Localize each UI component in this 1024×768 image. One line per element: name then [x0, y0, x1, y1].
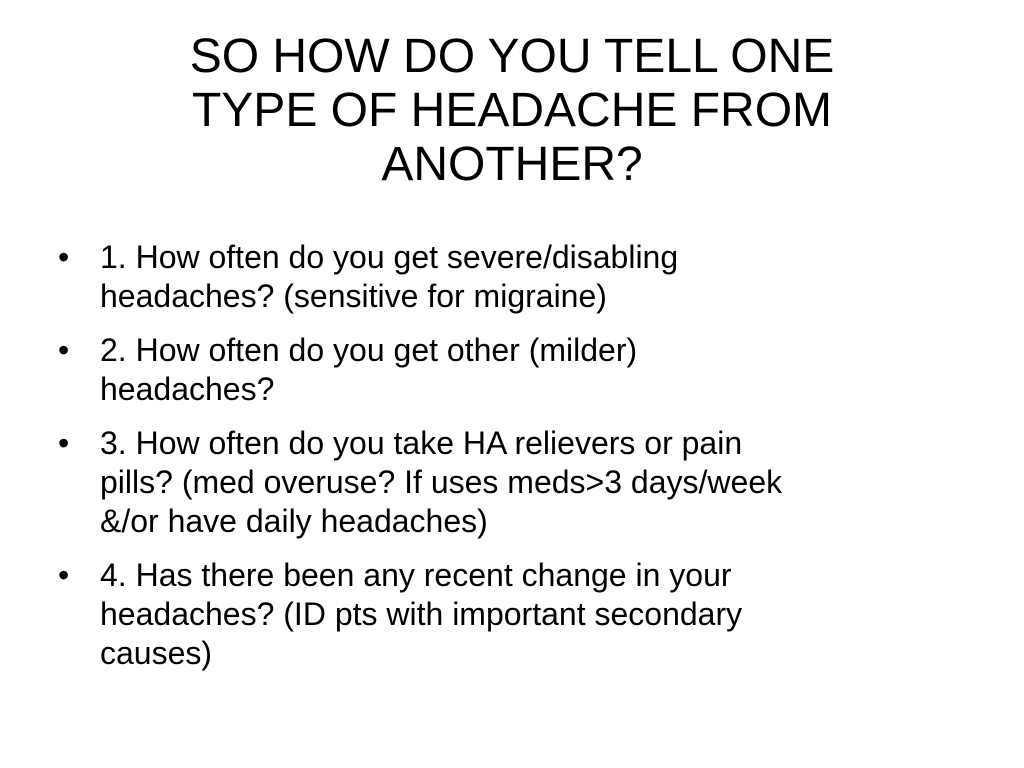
bullet-text-line: pills? (med overuse? If uses meds>3 days/week — [100, 464, 783, 500]
bullet-list — [58, 238, 978, 688]
bullet-item — [58, 556, 978, 673]
bullet-item — [58, 238, 978, 316]
bullet-text-line: headaches? (ID pts with important secondary — [100, 596, 743, 632]
bullet-item — [58, 331, 978, 409]
bullet-text-line: causes) — [100, 635, 213, 671]
title-line: TYPE OF HEADACHE FROM — [191, 84, 833, 138]
bullet-item — [58, 424, 978, 541]
slide-title — [60, 30, 964, 193]
bullet-marker: • — [58, 332, 70, 368]
bullet-text-line: headaches? (sensitive for migraine) — [100, 278, 607, 314]
bullet-text-line: &/or have daily headaches) — [100, 503, 488, 539]
bullet-marker: • — [58, 557, 70, 593]
title-line: SO HOW DO YOU TELL ONE — [189, 30, 835, 83]
bullet-marker: • — [58, 239, 70, 275]
bullet-text-line: 1. How often do you get severe/disabling — [100, 239, 679, 275]
bullet-text-line: headaches? — [100, 371, 275, 407]
bullet-text-line: 4. Has there been any recent change in your — [100, 557, 732, 593]
bullet-text-line: 2. How often do you get other (milder) — [100, 332, 638, 368]
title-line: ANOTHER? — [381, 138, 643, 192]
bullet-marker: • — [58, 425, 70, 461]
bullet-text-line: 3. How often do you take HA relievers or pain — [100, 425, 743, 461]
